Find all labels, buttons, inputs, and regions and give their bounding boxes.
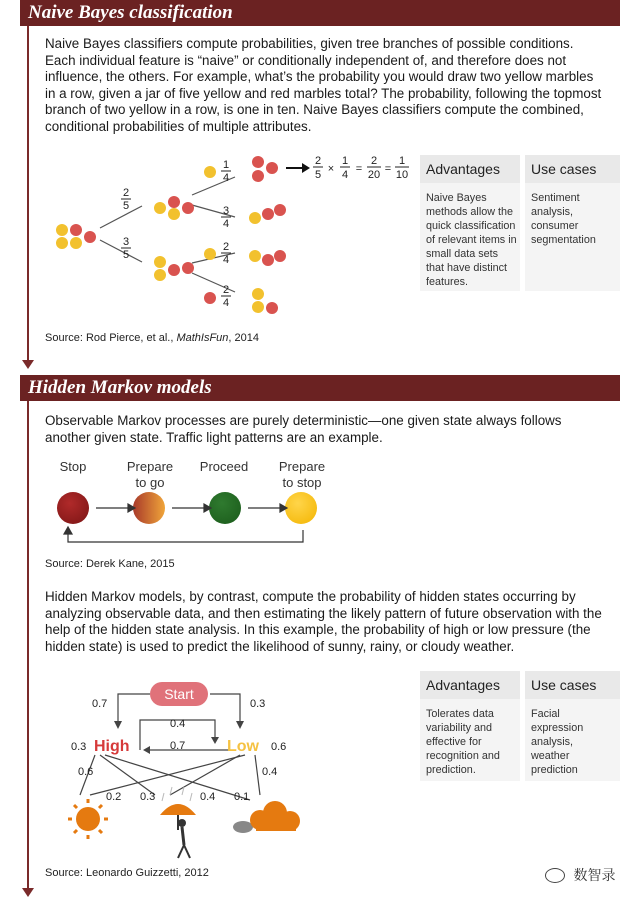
- source-prefix: Source: Rod Pierce, et al.,: [45, 332, 177, 344]
- svg-text:=: =: [355, 163, 363, 175]
- svg-text:2: 2: [222, 241, 230, 253]
- usecases-text-1: Sentiment analysis, consumer segmentation: [531, 192, 596, 246]
- timeline-line-2: [27, 400, 29, 890]
- fraction-top: [121, 187, 131, 212]
- svg-text:1: 1: [222, 159, 230, 171]
- usecases-header-2: Use cases: [525, 671, 620, 699]
- naive-bayes-tree-diagram: [50, 150, 420, 320]
- source-italic: MathIsFun: [176, 332, 229, 344]
- watermark-text: 数智录: [573, 867, 616, 883]
- sun-icon: [68, 799, 108, 839]
- timeline-arrow-1: [22, 360, 34, 369]
- wechat-icon: [545, 868, 565, 883]
- state-label-proceed: Proceed: [199, 459, 249, 474]
- source-derek-kane: Source: Derek Kane, 2015: [45, 558, 175, 570]
- svg-text:5: 5: [122, 200, 130, 212]
- fraction-tt: [221, 159, 231, 184]
- svg-text:5: 5: [122, 249, 130, 261]
- svg-text:5: 5: [314, 169, 322, 181]
- rain-umbrella-icon: [160, 787, 196, 858]
- section-title-naive-bayes: Naive Bayes classification: [20, 0, 620, 26]
- prob-low-self: 0.6: [271, 741, 287, 753]
- probability-equation: [313, 155, 409, 181]
- prob-rainy-low: 0.4: [200, 791, 216, 803]
- fraction-bb: [221, 284, 231, 309]
- advantages-header-2: Advantages: [420, 671, 520, 699]
- result-arrow: [286, 163, 310, 173]
- svg-text:4: 4: [341, 169, 349, 181]
- advantages-header-1: Advantages: [420, 155, 520, 183]
- svg-text:2: 2: [222, 284, 230, 296]
- state-label-prepare-to-stop: Prepare to stop: [278, 459, 326, 490]
- marble-group-bb: [204, 288, 278, 314]
- markov-hidden-description: Hidden Markov models, by contrast, compute the probability of hidden states occurring by analyzing observable data, and then estimating the likely pattern of future observation with the help of the hidden state analysis. In this example, the probability of high or low pressure (the hidden state) is used to predict the likelihood of sunny, rainy, or cloudy weather.: [45, 589, 602, 654]
- svg-text:4: 4: [222, 218, 230, 230]
- svg-text:20: 20: [367, 169, 381, 181]
- marble-group-tb: [249, 204, 286, 224]
- source-naive-bayes: [45, 332, 259, 344]
- svg-text:4: 4: [222, 254, 230, 266]
- svg-text:4: 4: [222, 172, 230, 184]
- svg-text:10: 10: [395, 169, 409, 181]
- prob-high-low: 0.4: [170, 718, 186, 730]
- prob-start-high: 0.7: [92, 698, 108, 710]
- fraction-tb: [221, 205, 231, 230]
- svg-text:1: 1: [398, 155, 406, 167]
- tree-branches: [100, 177, 235, 292]
- prob-low-high: 0.7: [170, 740, 186, 752]
- prob-low-out: 0.4: [262, 766, 278, 778]
- state-label-prepare-to-go: Prepare to go: [126, 459, 174, 490]
- section-title-hidden-markov: Hidden Markov models: [20, 375, 620, 401]
- state-label-stop: Stop: [59, 459, 87, 474]
- timeline-arrow-2: [22, 888, 34, 897]
- state-low: Low: [227, 738, 259, 755]
- svg-text:4: 4: [222, 297, 230, 309]
- source-leonardo-guizzetti: Source: Leonardo Guizzetti, 2012: [45, 867, 209, 879]
- timeline-line-1: [27, 26, 29, 362]
- svg-text:×: ×: [327, 163, 335, 175]
- svg-text:1: 1: [341, 155, 349, 167]
- start-node: Start: [150, 682, 208, 706]
- markov-observable-description: Observable Markov processes are purely deterministic—one given state always follows another given state. Traffic light patterns are an example.: [45, 413, 562, 445]
- svg-text:=: =: [384, 163, 392, 175]
- marble-group-top: [154, 196, 194, 220]
- source-suffix: , 2014: [228, 332, 260, 344]
- prob-sunny: 0.2: [106, 791, 122, 803]
- cloud-icon: [233, 801, 300, 833]
- advantages-text-1: Naive Bayes methods allow the quick classification of relevant items in small data sets that have distinct features.: [426, 192, 517, 288]
- svg-text:3: 3: [222, 205, 230, 217]
- svg-text:2: 2: [122, 187, 130, 199]
- svg-text:3: 3: [122, 236, 130, 248]
- advantages-text-2: Tolerates data variability and effective for recognition and prediction.: [426, 708, 500, 776]
- usecases-header-1: Use cases: [525, 155, 620, 183]
- prob-high-self: 0.3: [71, 741, 87, 753]
- watermark: [545, 865, 615, 885]
- fraction-bottom: [121, 236, 131, 261]
- state-high: High: [94, 738, 130, 755]
- prob-high-out: 0.6: [78, 766, 94, 778]
- prob-rainy-high: 0.3: [140, 791, 156, 803]
- marble-group-bottom: [154, 256, 194, 281]
- naive-bayes-description: Naive Bayes classifiers compute probabilities, given tree branches of possible conditions. Each individual feature is “naive” or conditionally independent of, and therefore does not influence, the others. For example, what’s the probability you would draw two yellow marbles in a row, given a jar of five yellow and red marbles total? The probability, following the topmost branch of two yellow in a row, is one in ten. Naive Bayes classifiers compute the combined, conditional probabilities of multiple attributes.: [45, 36, 602, 134]
- prob-cloudy: 0.1: [234, 791, 250, 803]
- usecases-text-2: Facial expression analysis, weather prediction: [531, 708, 584, 776]
- svg-text:2: 2: [314, 155, 322, 167]
- fraction-bt: [221, 241, 231, 266]
- marble-group-root: [56, 224, 96, 249]
- marble-group-tt: [204, 156, 278, 182]
- traffic-cycle-arrows: [40, 480, 340, 550]
- svg-text:2: 2: [370, 155, 378, 167]
- prob-start-low: 0.3: [250, 698, 266, 710]
